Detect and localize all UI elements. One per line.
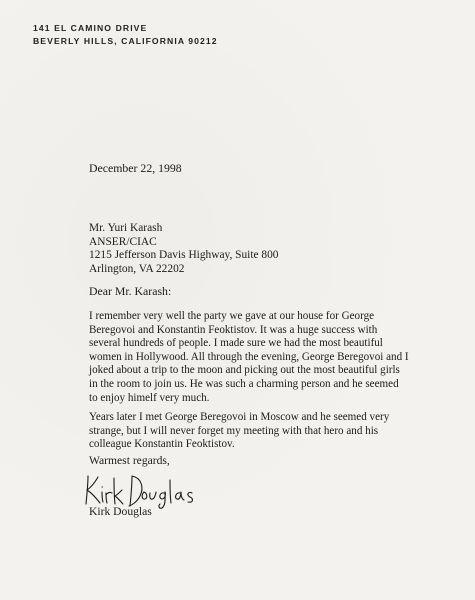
letter-date: December 22, 1998 xyxy=(89,161,182,175)
closing: Warmest regards, xyxy=(89,454,170,467)
handwritten-signature xyxy=(80,468,200,510)
letterhead-city: BEVERLY HILLS, CALIFORNIA 90212 xyxy=(33,36,218,46)
salutation: Dear Mr. Karash: xyxy=(89,284,172,298)
letterhead-street: 141 EL CAMINO DRIVE xyxy=(33,23,148,33)
recipient-street: 1215 Jefferson Davis Highway, Suite 800 xyxy=(89,249,279,262)
body-paragraph-2: Years later I met George Beregovoi in Moscow and he seemed very strange, but I will never forget my meeting with that hero and his colleague Konstantin Feoktistov. xyxy=(89,411,390,451)
recipient-address xyxy=(89,222,279,276)
recipient-organization: ANSER/CIAC xyxy=(89,235,157,248)
recipient-city: Arlington, VA 22202 xyxy=(89,262,185,275)
letterhead-address xyxy=(33,22,218,48)
recipient-name: Mr. Yuri Karash xyxy=(89,222,163,234)
body-paragraph-1: I remember very well the party we gave at our house for George Beregovoi and Konstantin Feoktistov. It was a huge success with several hundreds of people. I made sure we had the most beautiful women in Hollywood. All through the evening, George Beregovoi and I joked about a trip to the moon and picking out the most beautiful girls in the room to join us. He was such a charming person and he seemed to enjoy himelf very much. xyxy=(89,310,409,404)
signer-name: Kirk Douglas xyxy=(89,505,152,518)
